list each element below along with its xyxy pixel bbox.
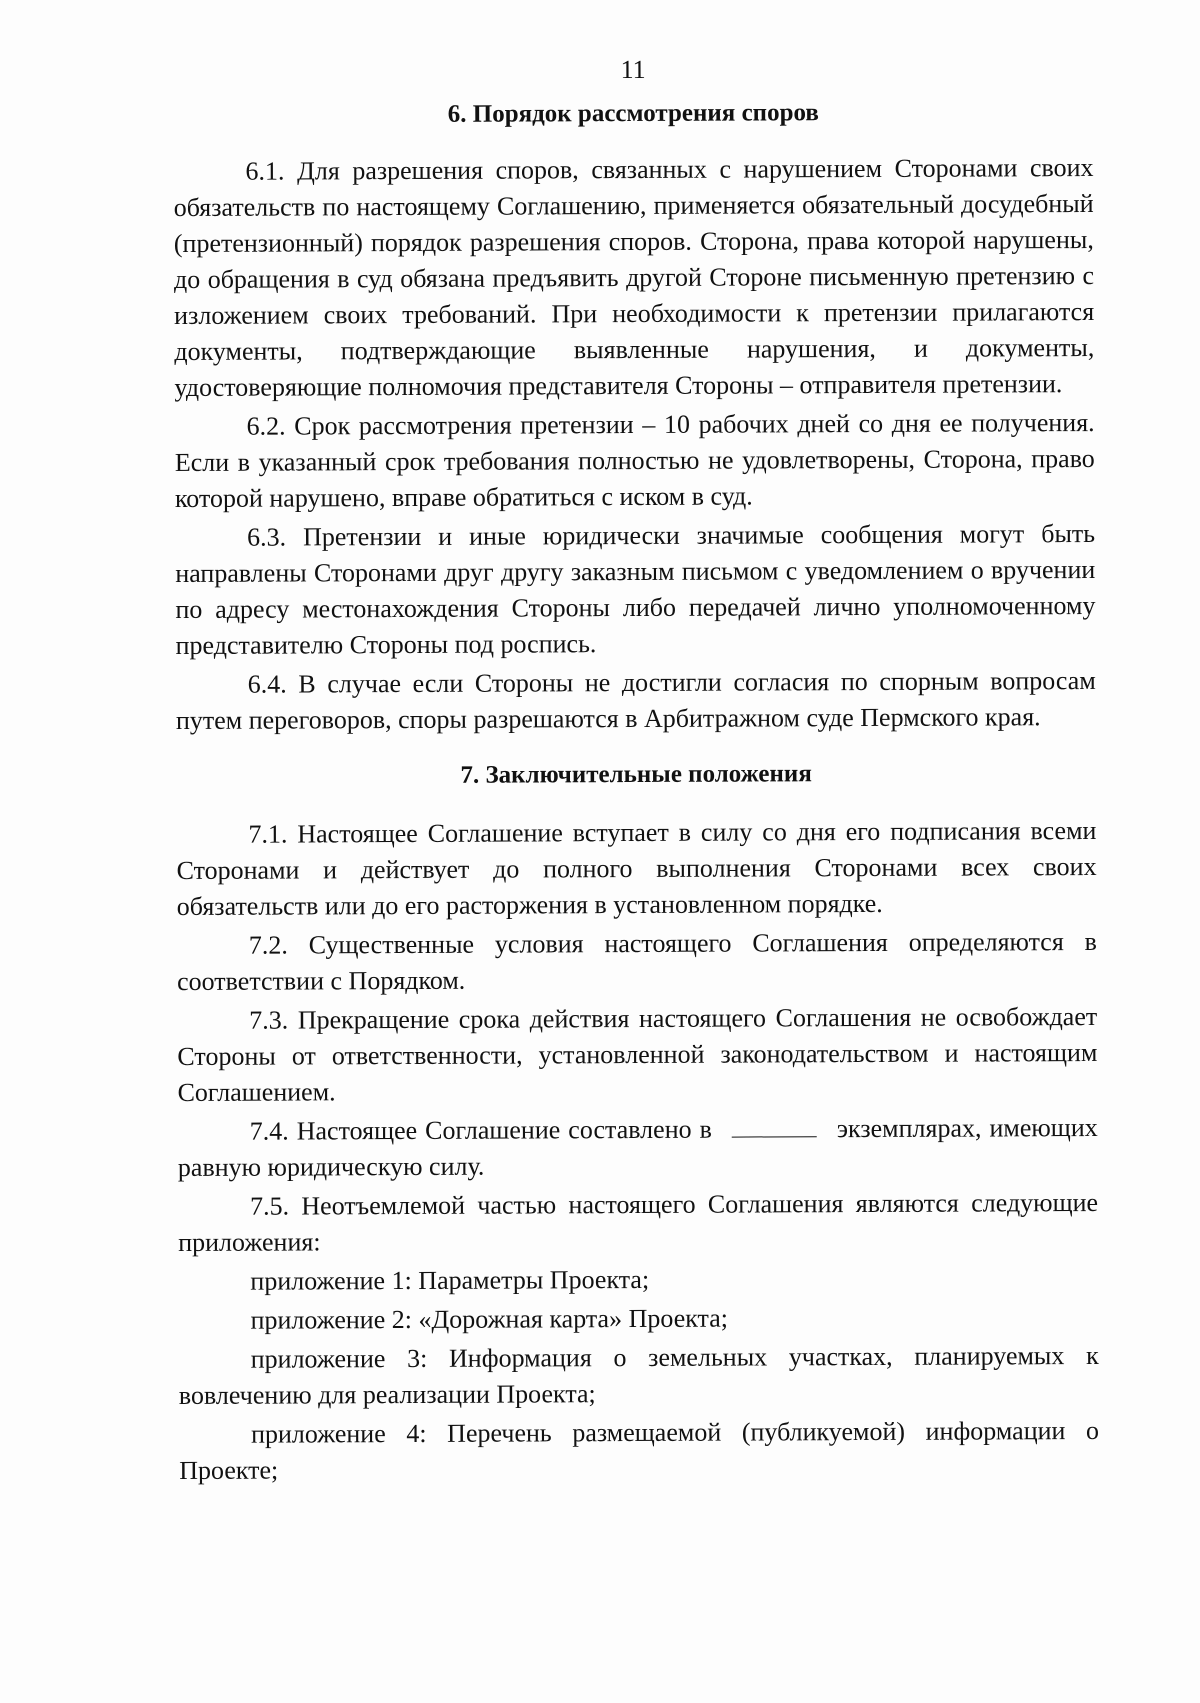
section-7-title: 7. Заключительные положения	[460, 760, 812, 789]
paragraph-6-4: 6.4. В случае если Стороны не достигли согласия по спорным вопросам путем переговоров, споры разрешаются в Арбитражном суде Пермского края.	[175, 665, 1096, 735]
paragraph-7-4-end: экземплярах, имеющих равную юридическую силу.	[177, 1112, 1098, 1182]
paragraph-6-1: 6.1. Для разрешения споров, связанных с нарушением Сторонами своих обязательств по настоящему Соглашению, применяется обязательный досудебный (претензионный) порядок разрешения споров. Сторона, права которой нарушены, до обращения в суд обязана предъявить другой Стороне письменную претензию с изложением своих требований. При необходимости к претензии прилагаются документы, подтверждающие выявленные нарушения, и документы, удостоверяющие полномочия представителя Стороны – отправителя претензии.	[173, 152, 1095, 402]
paragraph-7-1: 7.1. Настоящее Соглашение вступает в силу со дня его подписания всеми Сторонами и действует до полного выполнения Сторонами всех своих обязательств или до его расторжения в установленном порядке.	[176, 815, 1097, 921]
paragraph-6-3: 6.3. Претензии и иные юридически значимые сообщения могут быть направлены Сторонами друг другу заказным письмом с уведомлением о вручении по адресу местонахождения Стороны либо передачей лично уполномоченному представителю Стороны под роспись.	[175, 518, 1096, 660]
page-content	[173, 48, 1099, 1492]
appendix-4-item: приложение 4: Перечень размещаемой (публикуемой) информации о Проекте;	[179, 1415, 1100, 1485]
paragraph-7-3: 7.3. Прекращение срока действия настоящего Соглашения не освобождает Стороны от ответственности, установленной законодательством и настоящим Соглашением.	[177, 1001, 1098, 1107]
paragraph-7-5: 7.5. Неотъемлемой частью настоящего Соглашения являются следующие приложения:	[178, 1187, 1099, 1257]
paragraph-7-4-start: 7.4. Настоящее Соглашение составлено в	[249, 1114, 712, 1146]
appendix-1-item: приложение 1: Параметры Проекта;	[250, 1264, 650, 1296]
section-6-title: 6. Порядок рассмотрения споров	[447, 99, 819, 128]
copies-count-blank	[732, 1114, 817, 1137]
paragraph-7-4	[178, 1110, 1098, 1186]
paragraph-6-2: 6.2. Срок рассмотрения претензии – 10 рабочих дней со дня ее получения. Если в указанный срок требования полностью не удовлетворены, Сторона, право которой нарушено, вправе обратиться с иском в суд.	[174, 407, 1095, 513]
paragraph-7-2: 7.2. Существенные условия настоящего Соглашения определяются в соответствии с Порядком.	[176, 926, 1097, 996]
page-number: 11	[620, 54, 646, 85]
appendix-3-item: приложение 3: Информация о земельных участках, планируемых к вовлечению для реализации Проекта;	[178, 1340, 1099, 1410]
appendix-2-item: приложение 2: «Дорожная карта» Проекта;	[250, 1303, 728, 1335]
